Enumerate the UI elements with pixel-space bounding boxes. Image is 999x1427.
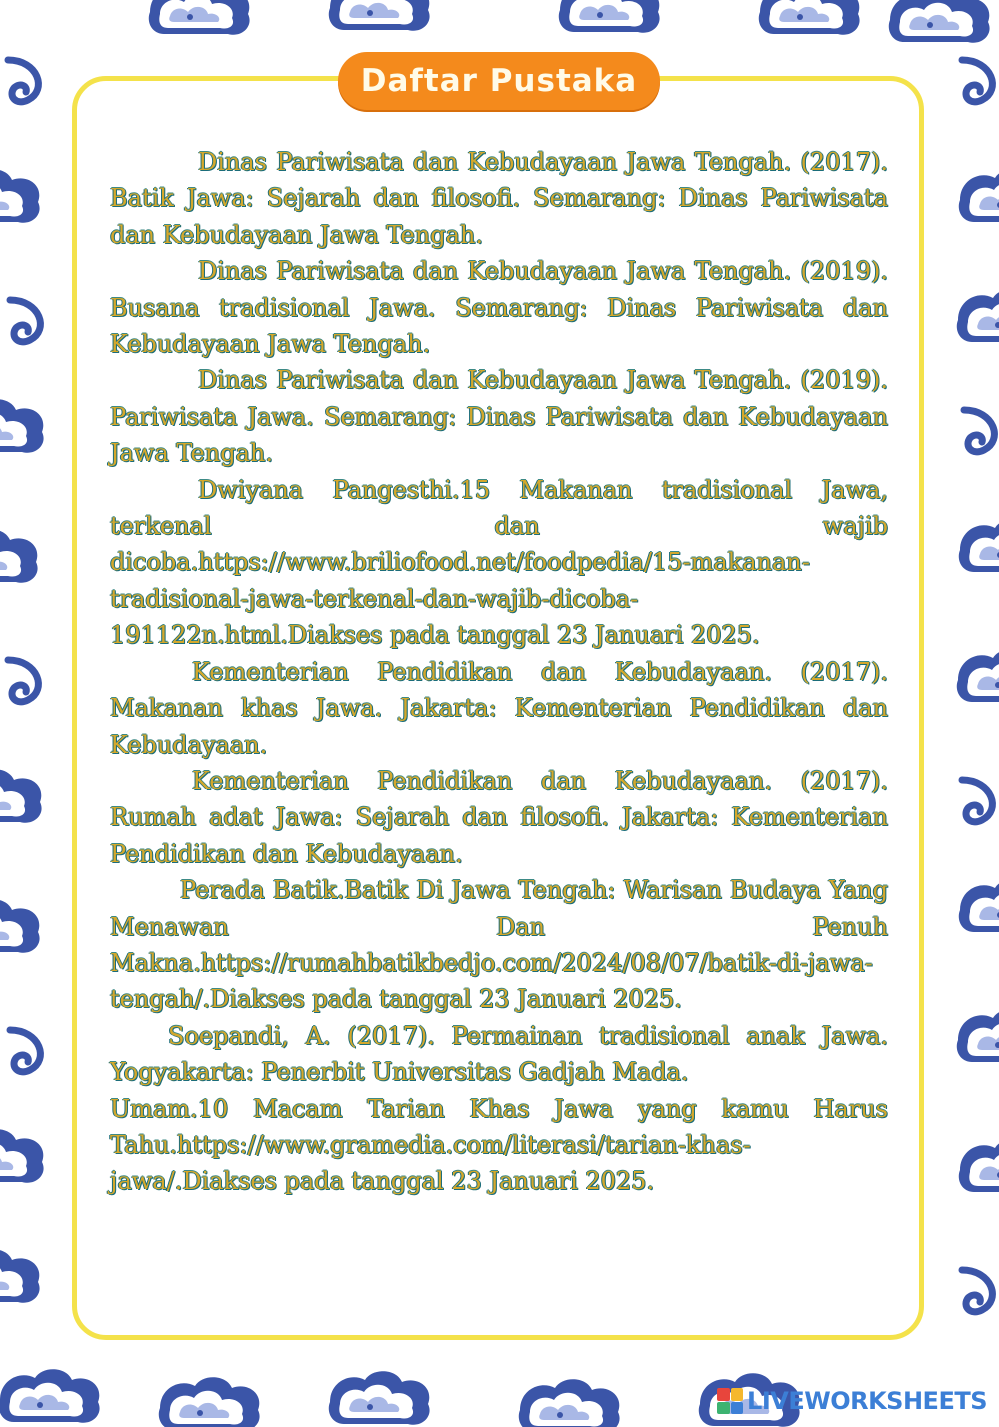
reference-item: Umam.10 Macam Tarian Khas Jawa yang kamu Harus Tahu.https://www.gramedia.com/literasi/tarian-khas-jawa/.Diakses pada tanggal 23 Januari 2025. xyxy=(110,1094,888,1196)
reference-item: Dinas Pariwisata dan Kebudayaan Jawa Tengah. (2019). Pariwisata Jawa. Semarang: Dinas Pariwisata dan Kebudayaan Jawa Tengah. xyxy=(110,366,888,468)
reference-item: Perada Batik.Batik Di Jawa Tengah: Warisan Budaya Yang Menawan Dan Penuh Makna.https://rumahbatikbedjo.com/2024/08/07/batik-di-jawa-tengah/.Diakses pada tanggal 23 Januari 2025. xyxy=(110,876,888,1014)
reference-item: Kementerian Pendidikan dan Kebudayaan. (2017). Makanan khas Jawa. Jakarta: Kementerian Pendidikan dan Kebudayaan. xyxy=(110,657,888,759)
page-title: Daftar Pustaka xyxy=(338,52,660,110)
reference-item: Dinas Pariwisata dan Kebudayaan Jawa Tengah. (2019). Busana tradisional Jawa. Semarang: Dinas Pariwisata dan Kebudayaan Jawa Tengah. xyxy=(110,257,888,359)
logo-square-green xyxy=(717,1402,730,1415)
logo-square-blue xyxy=(731,1402,744,1415)
reference-list xyxy=(110,144,888,1200)
reference-item: Soepandi, A. (2017). Permainan tradisional anak Jawa. Yogyakarta: Penerbit Universitas Gadjah Mada. xyxy=(110,1021,888,1087)
logo-square-yellow xyxy=(731,1388,744,1401)
reference-item: Dwiyana Pangesthi.15 Makanan tradisional Jawa, terkenal dan wajib dicoba.https://www.briliofood.net/foodpedia/15-makanan-tradisional-jawa-terkenal-dan-wajib-dicoba-191122n.html.Diakses pada tanggal 23 Januari 2025. xyxy=(110,475,888,650)
reference-item: Kementerian Pendidikan dan Kebudayaan. (2017). Rumah adat Jawa: Sejarah dan filosofi. Jakarta: Kementerian Pendidikan dan Kebudayaan. xyxy=(110,766,888,868)
liveworksheets-logo-icon xyxy=(717,1388,743,1414)
reference-item: Dinas Pariwisata dan Kebudayaan Jawa Tengah. (2017). Batik Jawa: Sejarah dan filosofi. Semarang: Dinas Pariwisata dan Kebudayaan Jawa Tengah. xyxy=(110,148,888,249)
liveworksheets-watermark xyxy=(717,1385,987,1417)
watermark-text: LIVEWORKSHEETS xyxy=(747,1387,987,1415)
logo-square-red xyxy=(717,1388,730,1401)
